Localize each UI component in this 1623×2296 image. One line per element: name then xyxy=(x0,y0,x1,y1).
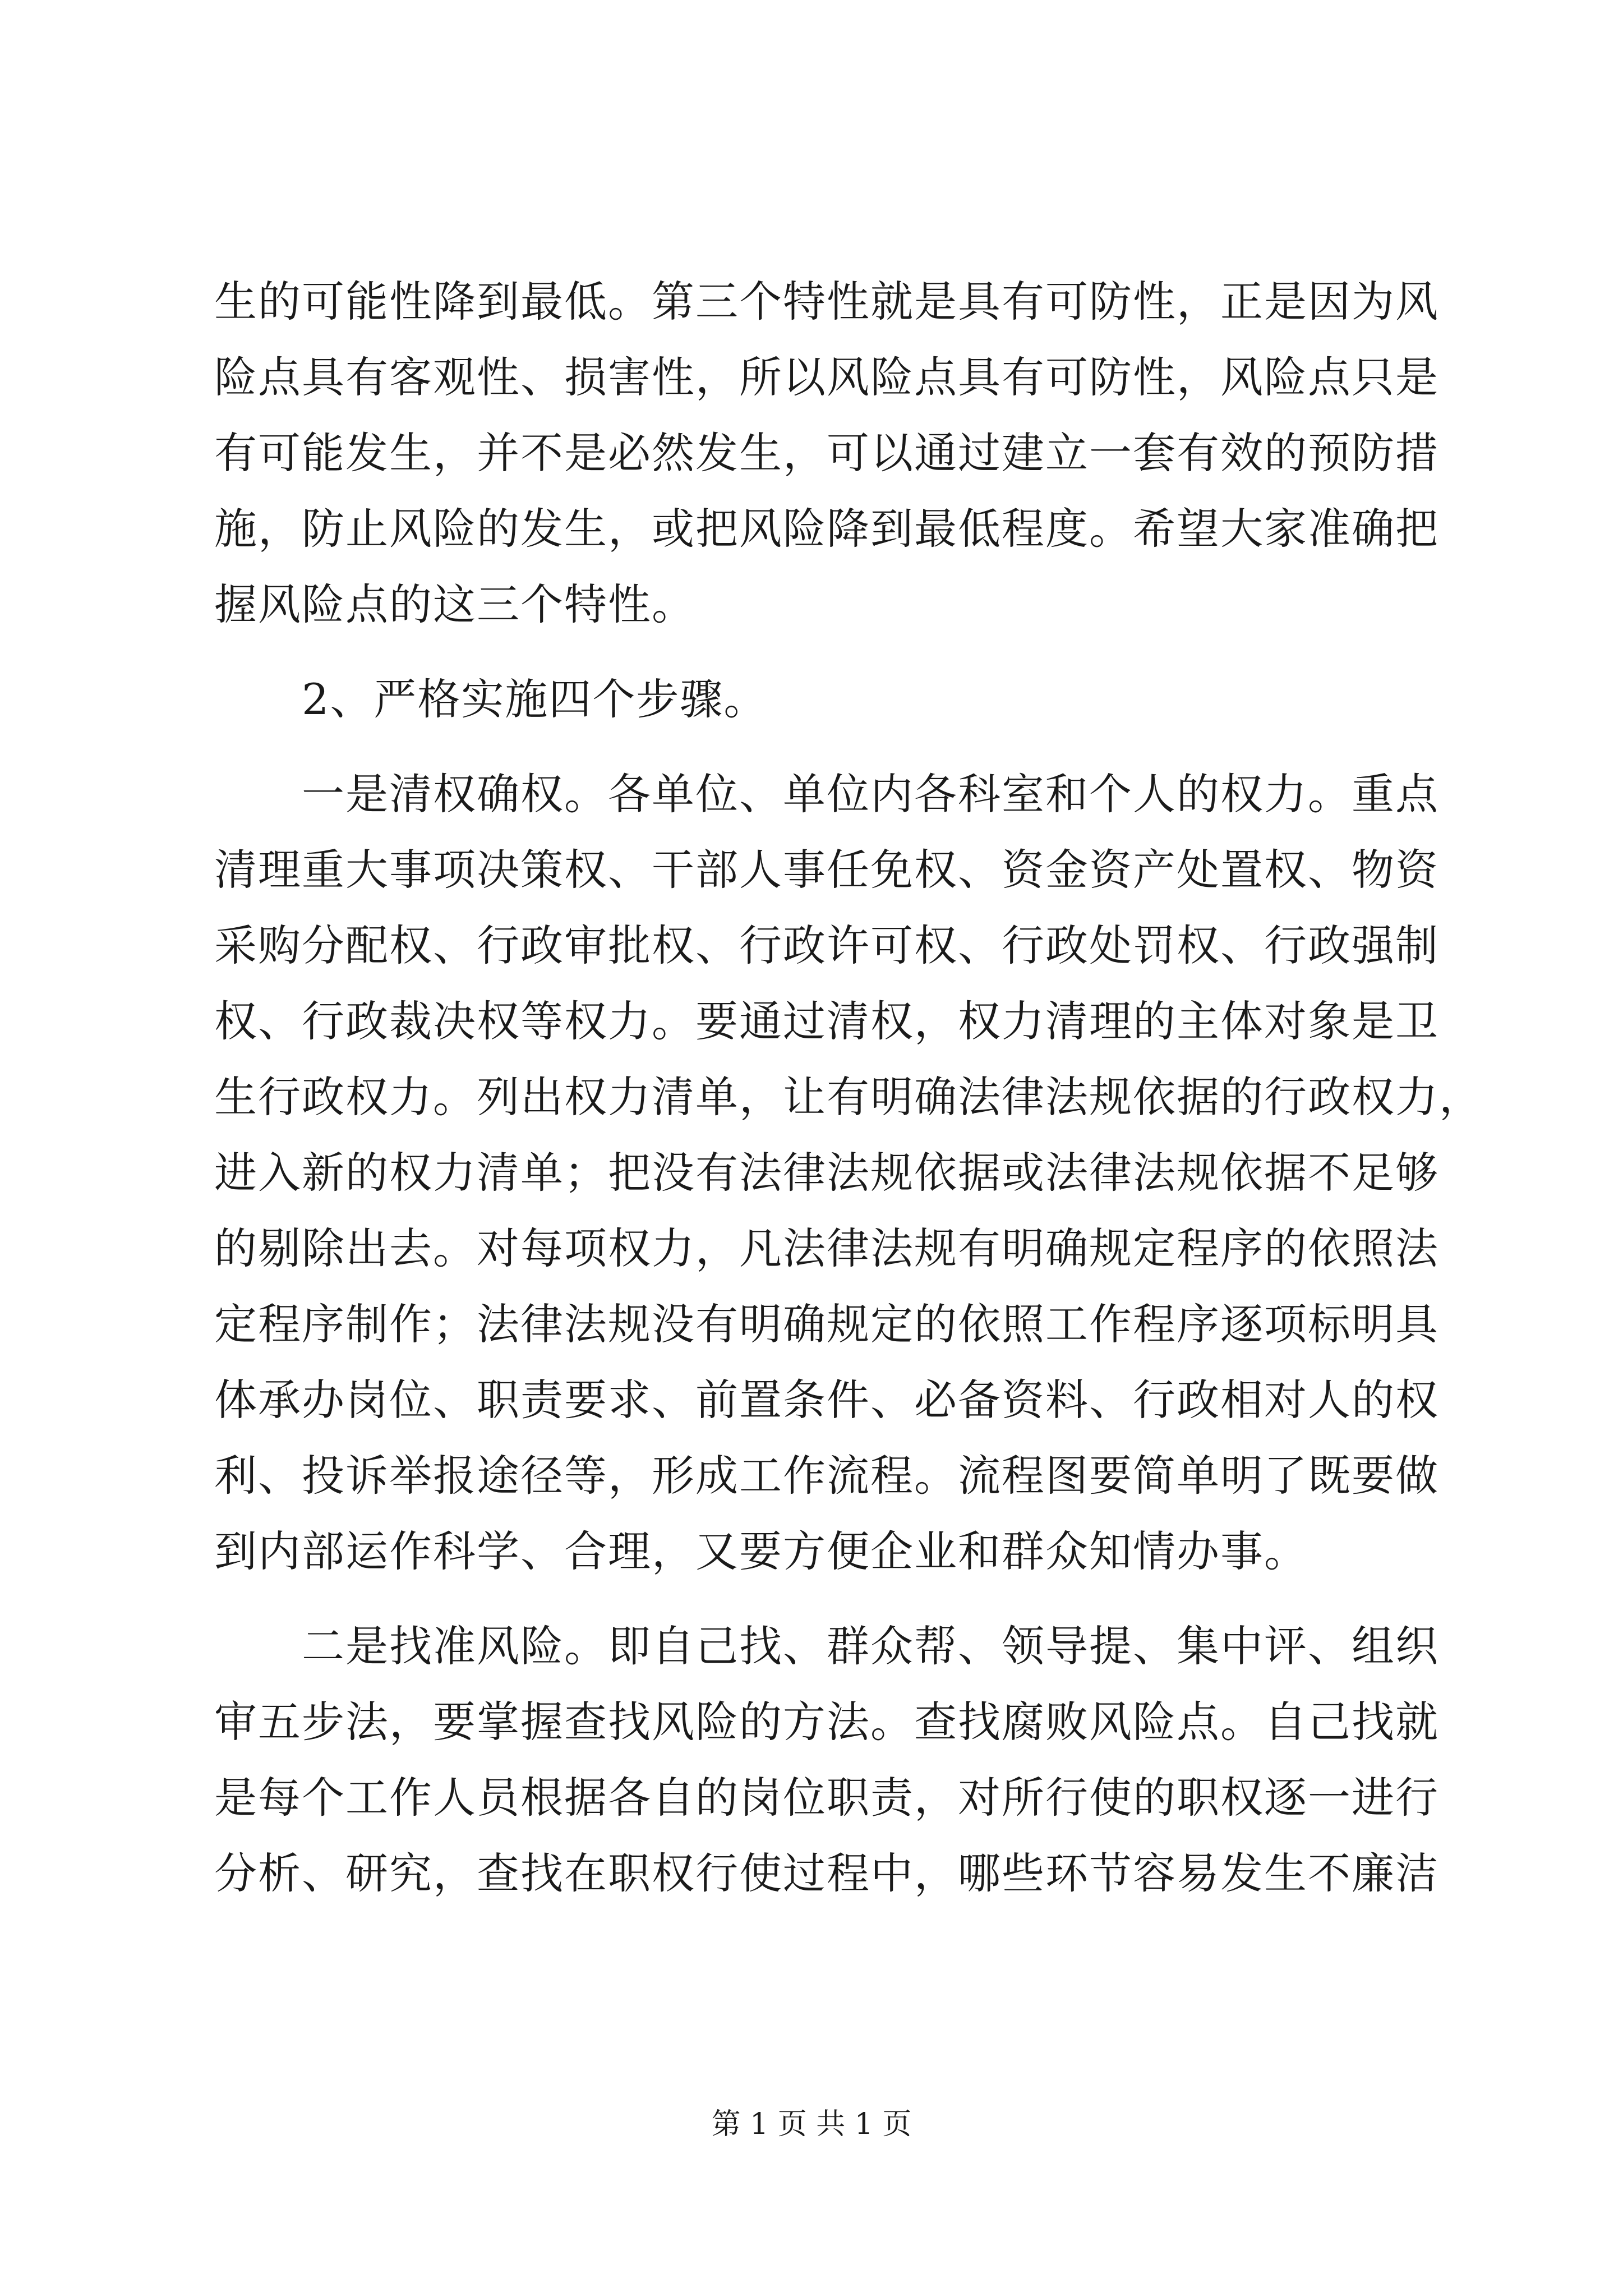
text-line: 有可能发生，并不是必然发生，可以通过建立一套有效的预防措 xyxy=(214,428,1439,478)
text-line: 生的可能性降到最低。第三个特性就是具有可防性，正是因为风 xyxy=(214,277,1439,326)
body-text xyxy=(214,264,1483,1911)
text-line: 定程序制作；法律法规没有明确规定的依照工作程序逐项标明具 xyxy=(214,1299,1439,1349)
text-line: 采购分配权、行政审批权、行政许可权、行政处罚权、行政强制 xyxy=(214,921,1439,970)
page-footer xyxy=(0,2105,1623,2144)
text-line: 到内部运作科学、合理，又要方便企业和群众知情办事。 xyxy=(214,1526,1308,1576)
text-line: 一是清权确权。各单位、单位内各科室和个人的权力。重点 xyxy=(302,769,1439,819)
text-line: 审五步法，要掌握查找风险的方法。查找腐败风险点。自己找就 xyxy=(214,1697,1439,1747)
paragraph xyxy=(214,756,1483,1589)
text-line: 险点具有客观性、损害性，所以风险点具有可防性，风险点只是 xyxy=(214,352,1439,402)
text-line: 权、行政裁决权等权力。要通过清权，权力清理的主体对象是卫 xyxy=(214,996,1439,1046)
text-line: 生行政权力。列出权力清单，让有明确法律法规依据的行政权力， xyxy=(214,1072,1483,1122)
section-heading xyxy=(214,661,1414,737)
text-line: 施，防止风险的发生，或把风险降到最低程度。希望大家准确把 xyxy=(214,504,1439,554)
page-number: 第 1 页 共 1 页 xyxy=(711,2108,912,2141)
text-line: 体承办岗位、职责要求、前置条件、必备资料、行政相对人的权 xyxy=(214,1375,1439,1425)
text-line: 握风险点的这三个特性。 xyxy=(214,579,695,629)
text-line: 是每个工作人员根据各自的岗位职责，对所行使的职权逐一进行 xyxy=(214,1773,1439,1823)
text-line: 的剔除出去。对每项权力，凡法律法规有明确规定程序的依照法 xyxy=(214,1223,1439,1273)
text-line: 二是找准风险。即自己找、群众帮、领导提、集中评、组织 xyxy=(302,1621,1439,1671)
text-line: 利、投诉举报途径等，形成工作流程。流程图要简单明了既要做 xyxy=(214,1451,1439,1501)
text-line: 清理重大事项决策权、干部人事任免权、资金资产处置权、物资 xyxy=(214,845,1439,895)
text-line: 2、严格实施四个步骤。 xyxy=(302,674,768,724)
paragraph xyxy=(214,264,1439,642)
text-line: 分析、研究，查找在职权行使过程中，哪些环节容易发生不廉洁 xyxy=(214,1848,1439,1898)
text-line: 进入新的权力清单；把没有法律法规依据或法律法规依据不足够 xyxy=(214,1148,1439,1198)
paragraph xyxy=(214,1608,1439,1911)
